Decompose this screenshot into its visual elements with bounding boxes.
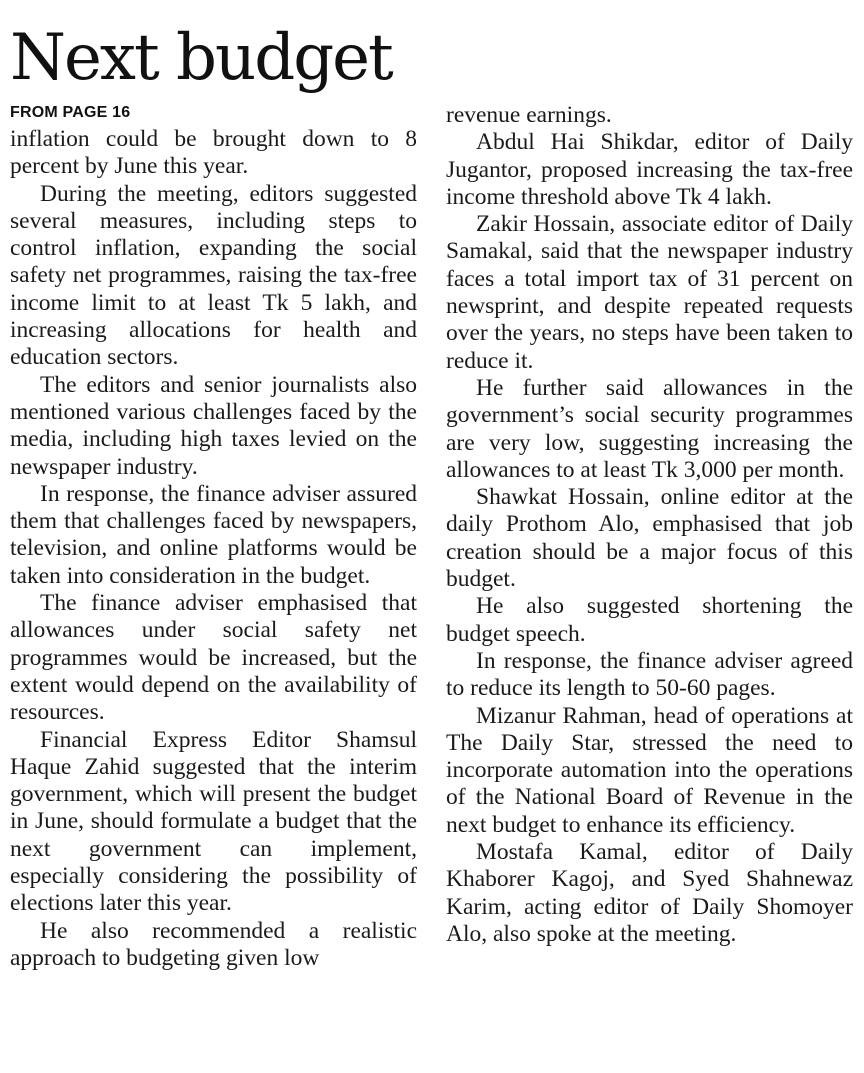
paragraph: In response, the finance adviser assured them that challenges faced by newspapers, television, and online platforms would be taken into consideration in the budget. [10, 480, 417, 589]
paragraph: He also recommended a realistic approach to budgeting given low [10, 917, 417, 971]
paragraph: revenue earnings. [446, 102, 612, 128]
paragraph: The editors and senior journalists also mentioned various challenges faced by the media, including high taxes levied on the newspaper industry. [10, 371, 417, 480]
paragraph: Mostafa Kamal, editor of Daily Khaborer Kagoj, and Syed Shahnewaz Karim, acting editor of Daily Shomoyer Alo, also spoke at the meeting. [446, 839, 853, 947]
paragraph: Shawkat Hossain, online editor at the daily Prothom Alo, emphasised that job creation should be a major focus of this budget. [446, 484, 853, 593]
paragraph: Mizanur Rahman, head of operations at The Daily Star, stressed the need to incorporate automation into the operations of the National Board of Revenue in the next budget to enhance its efficiency. [446, 702, 853, 838]
paragraph: He further said allowances in the government’s social security programmes are very low, suggesting increasing the allowances to at least Tk 3,000 per month. [446, 374, 853, 483]
paragraph: Zakir Hossain, associate editor of Daily Samakal, said that the newspaper industry faces a total import tax of 31 percent on newsprint, and despite repeated requests over the years, no steps have been taken to reduce it. [446, 211, 853, 374]
paragraph: In response, the finance adviser agreed to reduce its length to 50-60 pages. [446, 647, 853, 702]
article-column-right [446, 102, 853, 948]
article-column-left [10, 100, 417, 972]
paragraph: Financial Express Editor Shamsul Haque Zahid suggested that the interim government, which will present the budget in June, should formulate a budget that the next government can implement, especially considering the possibility of elections later this year. [10, 726, 417, 917]
headline: Next budget [10, 21, 392, 95]
paragraph: The finance adviser emphasised that allowances under social safety net programmes would be increased, but the extent would depend on the availability of resources. [10, 590, 417, 726]
continuation-label: FROM PAGE 16 [10, 104, 131, 121]
paragraph: He also suggested shortening the budget speech. [446, 593, 853, 647]
paragraph: inflation could be brought down to 8 percent by June this year. [10, 126, 417, 180]
paragraph: During the meeting, editors suggested several measures, including steps to control inflation, expanding the social safety net programmes, raising the tax-free income limit to at least Tk 5 lakh, and increasing allocations for health and education sectors. [10, 180, 417, 371]
paragraph: Abdul Hai Shikdar, editor of Daily Jugantor, proposed increasing the tax-free income threshold above Tk 4 lakh. [446, 129, 853, 210]
